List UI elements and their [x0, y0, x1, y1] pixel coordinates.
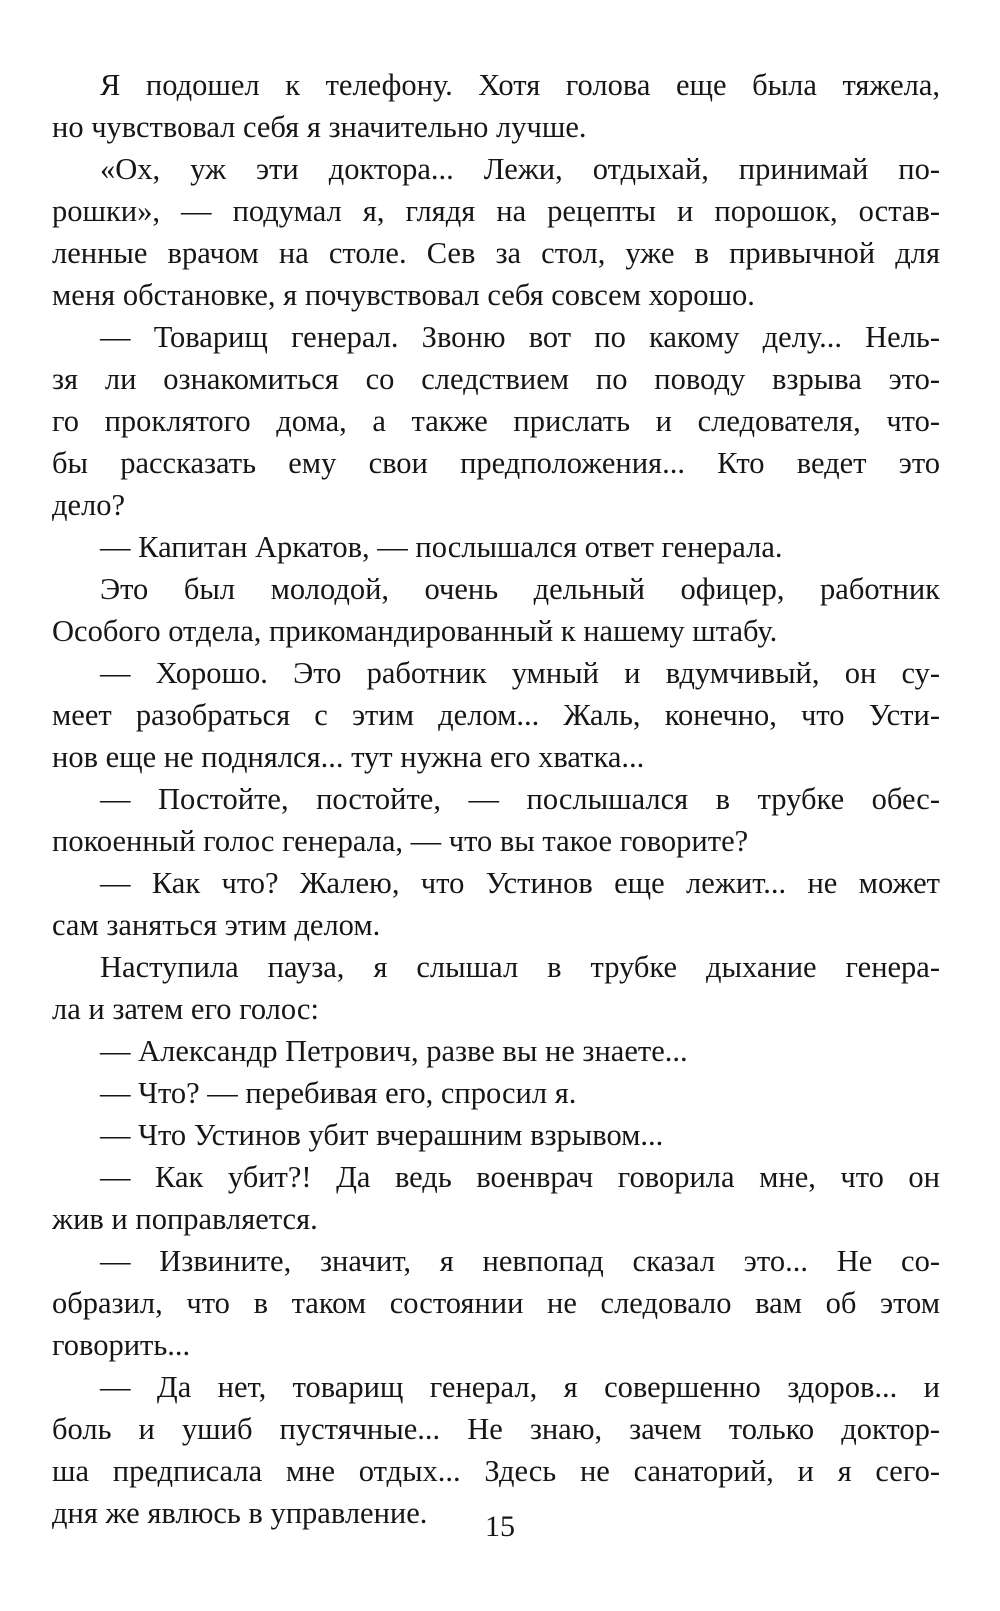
text-line: — Александр Петрович, разве вы не знаете...: [100, 1034, 688, 1068]
text-line: дня же явлюсь в управление.: [52, 1496, 428, 1530]
paragraph: [52, 1114, 940, 1156]
paragraph: [52, 148, 940, 316]
text-line: сам заняться этим делом.: [52, 908, 381, 942]
paragraph: [52, 778, 940, 862]
paragraph: [52, 568, 940, 652]
paragraph: [52, 316, 940, 526]
paragraph: [52, 64, 940, 148]
text-line: — Капитан Аркатов, — послышался ответ генерала.: [100, 530, 783, 564]
text-line: — Да нет, товарищ генерал, я совершенно здоров... и: [100, 1370, 940, 1404]
text-line: «Ох, уж эти доктора... Лежи, отдыхай, принимай по-: [100, 152, 940, 186]
paragraph: [52, 1072, 940, 1114]
text-line: говорить...: [52, 1328, 191, 1362]
page-body: [52, 64, 940, 1534]
text-line: ша предписала мне отдых... Здесь не санаторий, и я сего-: [52, 1454, 940, 1488]
text-line: ла и затем его голос:: [52, 992, 319, 1026]
text-line: — Постойте, постойте, — послышался в трубке обес-: [100, 782, 940, 816]
text-line: покоенный голос генерала, — что вы такое говорите?: [52, 824, 749, 858]
text-line: бы рассказать ему свои предположения... Кто ведет это: [52, 446, 940, 480]
text-line: жив и поправляется.: [52, 1202, 318, 1236]
paragraph: [52, 1030, 940, 1072]
text-line: рошки», — подумал я, глядя на рецепты и порошок, остав-: [52, 194, 940, 228]
text-line: Особого отдела, прикомандированный к нашему штабу.: [52, 614, 778, 648]
text-line: меня обстановке, я почувствовал себя совсем хорошо.: [52, 278, 755, 312]
paragraph: [52, 862, 940, 946]
paragraph: [52, 946, 940, 1030]
text-line: зя ли ознакомиться со следствием по поводу взрыва это-: [52, 362, 940, 396]
text-line: Это был молодой, очень дельный офицер, работник: [100, 572, 940, 606]
text-line: ленные врачом на столе. Сев за стол, уже в привычной для: [52, 236, 940, 270]
text-line: но чувствовал себя я значительно лучше.: [52, 110, 587, 144]
text-line: Я подошел к телефону. Хотя голова еще была тяжела,: [100, 68, 940, 102]
paragraph: [52, 1366, 940, 1534]
text-line: дело?: [52, 488, 126, 522]
text-line: образил, что в таком состоянии не следовало вам об этом: [52, 1286, 940, 1320]
text-line: меет разобраться с этим делом... Жаль, конечно, что Усти-: [52, 698, 940, 732]
text-line: го проклятого дома, а также прислать и следователя, что-: [52, 404, 940, 438]
text-line: — Что? — перебивая его, спросил я.: [100, 1076, 577, 1110]
text-line: — Хорошо. Это работник умный и вдумчивый, он су-: [100, 656, 940, 690]
text-line: Наступила пауза, я слышал в трубке дыхание генера-: [100, 950, 940, 984]
text-line: — Как что? Жалею, что Устинов еще лежит... не может: [100, 866, 940, 900]
text-line: — Товарищ генерал. Звоню вот по какому делу... Нель-: [100, 320, 940, 354]
text-line: нов еще не поднялся... тут нужна его хватка...: [52, 740, 645, 774]
text-line: — Что Устинов убит вчерашним взрывом...: [100, 1118, 664, 1152]
page-number: 15: [485, 1510, 515, 1543]
text-line: боль и ушиб пустячные... Не знаю, зачем только доктор-: [52, 1412, 940, 1446]
paragraph: [52, 652, 940, 778]
text-line: — Как убит?! Да ведь военврач говорила мне, что он: [100, 1160, 940, 1194]
paragraph: [52, 1156, 940, 1240]
text-line: — Извините, значит, я невпопад сказал это... Не со-: [100, 1244, 940, 1278]
paragraph: [52, 1240, 940, 1366]
paragraph: [52, 526, 940, 568]
